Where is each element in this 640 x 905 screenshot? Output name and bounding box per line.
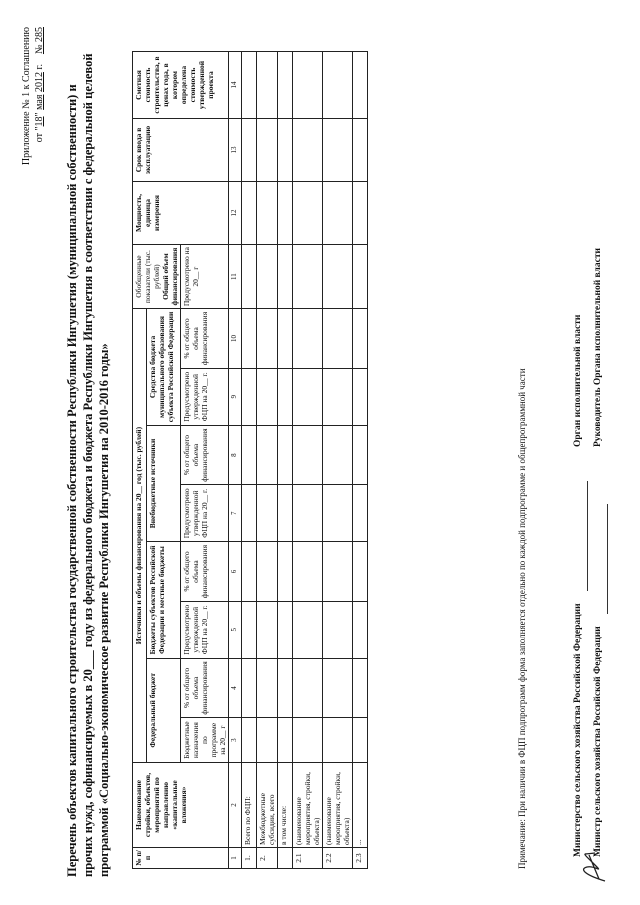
table-row: 1. Всего по ФЦП: <box>242 52 257 869</box>
objects-table <box>132 51 368 869</box>
col-sources-header: Источники и объемы финансирования на 20__ год (тыс. рублей) <box>133 309 147 763</box>
col-mun-header: Средства бюджета муниципального образования субъекта Российской Федерации <box>146 309 180 426</box>
annex-day: 18 <box>34 116 45 127</box>
table-row: 2.1 (наименование мероприятия, стройки, объекта) <box>293 52 323 869</box>
col-extra-planned: Предусмотрено утвержденной ФЦП на 20__ г. <box>181 485 229 542</box>
table-row: 2. Межбюджетные субсидии, всего <box>257 52 278 869</box>
annex-number: № 285 <box>34 27 45 55</box>
col-reg-planned: Предусмотрено утвержденной ФЦП на 20__ г. <box>181 601 229 658</box>
col-summary-planned: Предусмотрено на 20__ г <box>181 245 229 309</box>
col-mun-pct: % от общего объема финансирования <box>181 309 229 369</box>
annex-line: Приложение № 1 к Соглашению <box>21 27 32 166</box>
col-name-header: Наименование стройки, объектов, мероприятий по направлению «капитальные вложения» <box>133 763 229 848</box>
col-cost-header: Сметная стоимость строительства, в ценах года, в котором определена стоимость утвержденной проекта <box>133 52 229 119</box>
col-extra-header: Внебюджетные источники <box>146 425 180 541</box>
signatures-left <box>568 481 608 857</box>
annex-header <box>20 27 46 165</box>
signatures-right <box>568 248 608 447</box>
col-fed-alloc: Бюджетные назначения по программе на 20__ г <box>181 718 229 763</box>
right-org: Орган исполнительной власти <box>573 314 583 447</box>
left-head: Министр сельского хозяйства Российской Федерации <box>593 626 603 857</box>
signature-line <box>597 504 608 614</box>
annex-date: от "18" мая 2012 г. № 285 <box>34 27 45 143</box>
col-power-header: Мощность, единица измерения <box>133 182 229 245</box>
document-title: Перечень объектов капитального строительства государственной собственности Республики Ингушетия (муниципальной собственности) и прочих нужд, софинансируемых в 20___ году из федерального бюджета и бюджета Республики Ингушетия в соответствии с федеральной целевой программой «Социально-экономическое развитие Республики Ингушетия на 2010-2016 годы» <box>65 53 111 877</box>
footnote: Примечание: При наличии в ФЦП подпрограмм форма заполняется отдельно по каждой подпрограмме и общепрограммной части <box>517 368 527 869</box>
col-summary-header: Обобщенные показатели (тыс. рублей) Общий объем финансирования <box>133 245 181 309</box>
col-fed-pct: % от общего объема финансирования <box>181 658 229 718</box>
table-row: 2.3 ... <box>353 52 368 869</box>
col-fed-header: Федеральный бюджет <box>146 658 180 762</box>
col-mun-planned: Предусмотрено утвержденной ФЦП на 20__ г. <box>181 368 229 425</box>
annex-year: 2012 <box>34 72 45 93</box>
table-row: в том числе: <box>278 52 293 869</box>
col-reg-header: Бюджеты субъектов Российской Федерации и местные бюджеты <box>146 542 180 658</box>
signature-line <box>577 481 588 591</box>
table-row: 2.2 (наименование мероприятия, стройки, объекта) <box>323 52 353 869</box>
col-term-header: Срок ввода в эксплуатацию <box>133 119 229 182</box>
annex-month: мая <box>34 94 45 110</box>
rotated-sheet <box>20 17 620 887</box>
right-head: Руководитель Органа исполнительной власти <box>593 248 603 447</box>
col-reg-pct: % от общего объема финансирования <box>181 542 229 602</box>
left-org: Министерство сельского хозяйства Российской Федерации <box>573 603 583 857</box>
column-numbers-row: 1 2 3 4 5 6 7 8 9 10 11 12 13 14 <box>229 52 242 869</box>
col-num-header: № п/п <box>133 848 229 869</box>
col-extra-pct: % от общего объема финансирования <box>181 425 229 485</box>
